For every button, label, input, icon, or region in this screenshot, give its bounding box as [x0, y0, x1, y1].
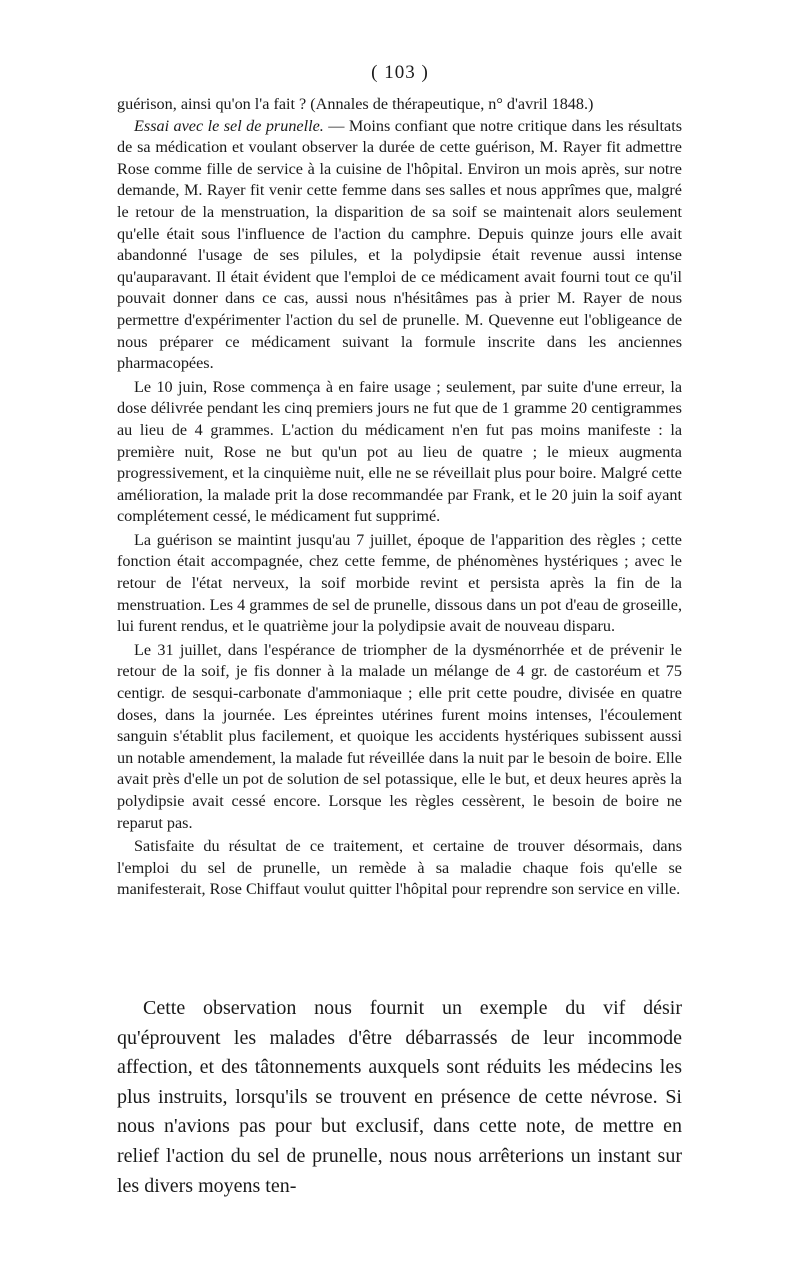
paragraph-camphor-trial [117, 116, 682, 375]
paragraph-satisfied: Satisfaite du résultat de ce traitement, et certaine de trouver désormais, dans l'emploi du sel de prunelle, un remède à sa maladie chaque fois qu'elle se manifesterait, Rose Chiffaut voulut quitter l'hôpital pour reprendre son service en ville. [117, 837, 682, 899]
paragraph-observation: Cette observation nous fournit un exemple du vif désir qu'éprouvent les malades d'être débarrassés de leur incommode affection, et des tâtonnements auxquels sont réduits les médecins les plus instruits, lorsqu'ils se trouvent en présence de cette névrose. Si nous n'avions pas pour but exclusif, dans cette note, de mettre en relief l'action du sel de prunelle, nous nous arrêterions un instant sur les divers moyens ten- [117, 997, 682, 1197]
paragraph-continuation: guérison, ainsi qu'on l'a fait ? (Annales de thérapeutique, n° d'avril 1848.) [117, 95, 594, 113]
large-print-block [117, 994, 682, 1201]
paragraph-july-31: Le 31 juillet, dans l'espérance de triompher de la dysménorrhée et de prévenir le retour de la soif, je fis donner à la malade un mélange de 4 gr. de castoréum et 75 centigr. de sesqui-carbonate d'ammoniaque ; elle prit cette poudre, divisée en quatre doses, dans la journée. Les épreintes utérines furent moins intenses, l'écoulement sanguin s'établit plus facilement, et quoique les accidents hystériques subissent aussi un notable amendement, la malade fut réveillée dans la nuit par le besoin de boire. Elle avait près d'elle un pot de solution de sel potassique, elle le but, et deux heures après la polydipsie avait cessé encore. Lorsque les règles cessèrent, le besoin de boire ne reparut pas. [117, 640, 682, 832]
page-number: ( 103 ) [371, 62, 429, 83]
paragraph-june-10: Le 10 juin, Rose commença à en faire usage ; seulement, par suite d'une erreur, la dose délivrée pendant les cinq premiers jours ne fut que de 1 gramme 20 centigrammes au lieu de 4 grammes. L'action du médicament n'en fut pas moins manifeste : la première nuit, Rose ne but qu'un pot au lieu de quatre ; le mieux augmenta progressivement, et la cinquième nuit, elle ne se réveillait plus pour boire. Malgré cette amélioration, la malade prit la dose recommandée par Frank, et le 20 juin la soif ayant complétement cessé, le médicament fut supprimé. [117, 377, 682, 526]
paragraph-july-7: La guérison se maintint jusqu'au 7 juillet, époque de l'apparition des règles ; cette fonction était accompagnée, chez cette femme, de phénomènes hystériques ; avec le retour de l'état nerveux, la soif morbide revint et persista après la fin de la menstruation. Les 4 grammes de sel de prunelle, dissous dans un pot d'eau de groseille, lui furent rendus, et le quatrième jour la polydipsie avait de nouveau disparu. [117, 530, 682, 636]
section-lead-italic: Essai avec le sel de prunelle. [134, 116, 324, 135]
paragraph-body: — Moins confiant que notre critique dans les résultats de sa médication et voulant observer la durée de cette guérison, M. Rayer fit admettre Rose comme fille de service à la cuisine de l'hôpital. Environ un mois après, sur notre demande, M. Rayer fit venir cette femme dans ses salles et nous apprîmes que, malgré le retour de la menstruation, la disparition de sa soif se maintenait alors seulement qu'elle était sous l'influence de l'action du camphre. Depuis quinze jours elle avait abandonné l'usage de ses pilules, et la polydipsie était revenue aussi intense qu'auparavant. Il était évident que l'emploi de ce médicament avait fourni tout ce qu'il pouvait donner dans ce cas, aussi nous n'hésitâmes pas à prier M. Rayer de nous permettre d'expérimenter l'action du sel de prunelle. M. Quevenne eut l'obligeance de nous préparer ce médicament suivant la formule inscrite dans les anciennes pharmacopées. [117, 116, 682, 373]
small-print-block [117, 94, 682, 901]
